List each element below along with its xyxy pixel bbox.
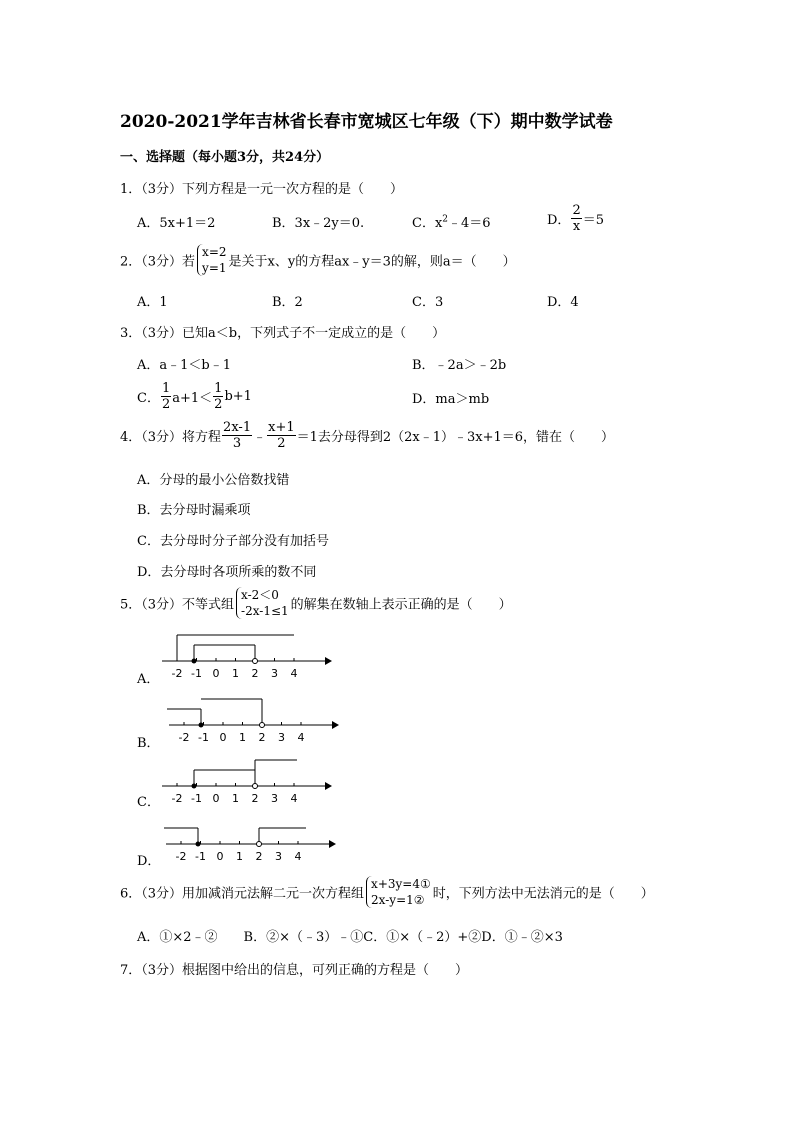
tick-label: 3 [278, 731, 285, 744]
q3-c-post: b+1 [224, 389, 252, 404]
question-7-stem: 7．（3分）根据图中给出的信息，可列正确的方程是（ ） [120, 963, 469, 978]
q6-post: 时，下列方法中无法消元的是（ ） [432, 886, 654, 902]
tick-label: 0 [212, 667, 220, 680]
tick-label: 3 [271, 667, 278, 680]
tick-label: 0 [216, 850, 224, 863]
q3-option-d: D．ma＞mb [412, 392, 490, 407]
q1-c-sup: 2 [442, 214, 449, 225]
q1-option-b: B．3x﹣2y＝0. [272, 216, 365, 231]
q5-number-line-d [161, 813, 361, 863]
question-1-stem: 1．（3分）下列方程是一元一次方程的是（ ） [120, 182, 404, 197]
tick-label: 2 [251, 792, 259, 805]
tick-label: 3 [275, 850, 282, 863]
q5-number-line-b [164, 694, 364, 744]
q2-option-b: B．2 [272, 295, 303, 310]
q2-option-c: C．3 [412, 295, 444, 310]
q5-option-d-label: D． [137, 854, 161, 869]
q1-d-fraction [571, 203, 581, 234]
q3-c-frac-2 [213, 381, 223, 412]
question-3-stem: 3．（3分）已知a＜b，下列式子不一定成立的是（ ） [120, 326, 446, 341]
q1-option-a: A．5x+1＝2 [137, 216, 216, 231]
question-6-stem [120, 876, 654, 908]
q3-c-mid: a+1＜ [172, 391, 213, 406]
q1-d-post: ＝5 [582, 213, 604, 228]
q3-c-frac-1 [161, 381, 171, 412]
q1-c-post: ﹣4＝6 [448, 216, 491, 231]
tick-label: 0 [212, 792, 220, 805]
tick-label: 1 [236, 850, 243, 863]
q5-option-b-label: B． [137, 736, 160, 751]
q1-option-d [547, 203, 604, 234]
q5-post: 的解集在数轴上表示正确的是（ ） [290, 597, 512, 613]
q2-sys-1: x=2 [202, 245, 227, 259]
q5-number-line-a [157, 630, 357, 680]
q3-c-d2: 2 [214, 397, 223, 412]
q2-post: 是关于x、y的方程ax﹣y＝3的解，则a＝（ ） [228, 254, 516, 270]
q4-post: ＝1去分母得到2（2x﹣1）﹣3x+1＝6，错在（ ） [296, 430, 615, 445]
q6-sys-2: 2x-y=1② [371, 893, 425, 907]
q4-minus: ﹣ [253, 430, 267, 445]
q3-c-n2: 1 [214, 381, 223, 396]
tick-label: 2 [258, 731, 266, 744]
q6-pre: 6．（3分）用加减消元法解二元一次方程组 [120, 886, 365, 902]
q2-pre: 2．（3分）若 [120, 254, 196, 270]
q4-n1: 2x-1 [223, 420, 252, 435]
tick-label: -2 [175, 850, 187, 863]
q4-option-d: D．去分母时各项所乘的数不同 [137, 565, 317, 580]
tick-label: 1 [239, 731, 246, 744]
tick-label: 1 [232, 667, 239, 680]
q3-c-d1: 2 [161, 397, 171, 412]
q3-c-pre: C． [137, 391, 160, 406]
q3-c-n1: 1 [161, 381, 171, 396]
q5-sys-2: -2x-1≤1 [241, 604, 289, 618]
page-title: 2020-2021学年吉林省长春市宽城区七年级（下）期中数学试卷 [120, 112, 613, 132]
tick-label: 3 [271, 792, 278, 805]
q6-system [366, 876, 431, 908]
q1-d-num: 2 [572, 203, 581, 218]
tick-label: 1 [232, 792, 239, 805]
q5-option-c-label: C． [137, 795, 160, 810]
q2-sys-2: y=1 [202, 261, 227, 275]
q2-option-a: A．1 [137, 295, 168, 310]
question-2-stem [120, 244, 516, 276]
q1-d-pre: D． [547, 213, 571, 228]
q2-option-d: D．4 [547, 295, 579, 310]
question-4-stem [120, 420, 614, 451]
q1-option-c [412, 212, 491, 231]
tick-label: 4 [290, 792, 298, 805]
tick-label: 4 [294, 850, 302, 863]
q4-option-a: A．分母的最小公倍数找错 [137, 473, 290, 488]
q5-pre: 5．（3分）不等式组 [120, 597, 235, 613]
tick-label: 0 [219, 731, 227, 744]
tick-label: 4 [290, 667, 298, 680]
q4-frac-2 [267, 420, 296, 451]
q4-n2: x+1 [268, 420, 295, 435]
q5-sys-1: x-2＜0 [241, 588, 279, 602]
tick-label: 4 [297, 731, 305, 744]
q2-system [197, 244, 226, 276]
tick-label: -2 [178, 731, 190, 744]
q4-d2: 2 [277, 436, 286, 451]
q4-option-c: C．去分母时分子部分没有加括号 [137, 534, 329, 549]
tick-label: 2 [255, 850, 263, 863]
q4-d1: 3 [232, 436, 242, 451]
q5-number-line-c [157, 755, 357, 805]
q3-option-b: B．﹣2a＞﹣2b [412, 358, 507, 373]
q4-option-b: B．去分母时漏乘项 [137, 503, 251, 518]
tick-label: -2 [171, 792, 183, 805]
q3-option-a: A．a﹣1＜b﹣1 [137, 358, 232, 373]
q1-d-den: x [572, 219, 581, 234]
tick-label: -1 [191, 667, 202, 680]
question-5-stem [120, 587, 512, 619]
q6-sys-1: x+3y=4① [371, 877, 431, 891]
q1-c-pre: C．x [412, 216, 443, 231]
tick-label: -2 [171, 667, 183, 680]
q4-pre: 4．（3分）将方程 [120, 430, 222, 445]
q3-option-c [137, 381, 252, 412]
q6-options: A．①×2﹣② B．②×（﹣3）﹣①C．①×（﹣2）+②D．①﹣②×3 [137, 930, 563, 945]
tick-label: -1 [195, 850, 206, 863]
tick-label: -1 [198, 731, 209, 744]
tick-label: 2 [251, 667, 259, 680]
tick-label: -1 [191, 792, 202, 805]
q4-frac-1 [222, 420, 252, 451]
q5-option-a-label: A． [137, 672, 160, 687]
q5-system [236, 587, 289, 619]
section-heading: 一、选择题（每小题3分，共24分） [120, 150, 330, 165]
